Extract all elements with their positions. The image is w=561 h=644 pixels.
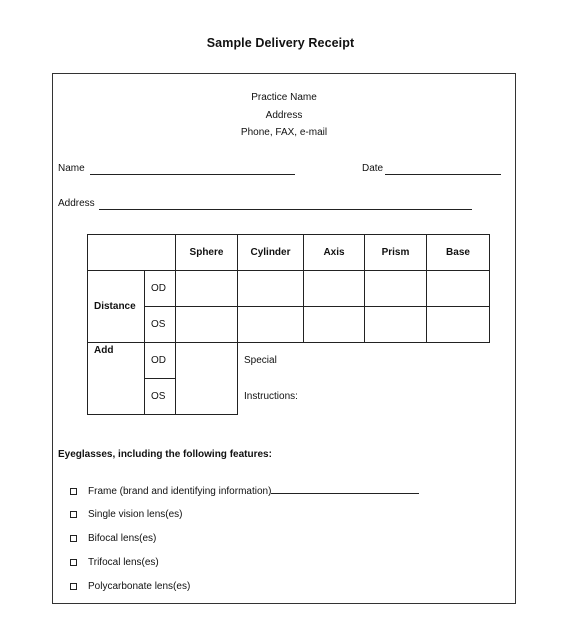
page-title: Sample Delivery Receipt bbox=[206, 36, 355, 50]
checkbox[interactable] bbox=[70, 535, 77, 542]
add-value-cell[interactable] bbox=[176, 343, 238, 415]
date-label: Date bbox=[362, 163, 384, 174]
table-row bbox=[88, 271, 490, 307]
feature-label: Bifocal lens(es) bbox=[88, 533, 157, 544]
instructions-label: Instructions: bbox=[244, 391, 298, 402]
column-header-cylinder: Cylinder bbox=[238, 235, 304, 271]
address-field-line[interactable] bbox=[99, 209, 472, 210]
name-field-line[interactable] bbox=[90, 174, 295, 175]
list-item bbox=[70, 533, 156, 544]
list-item bbox=[70, 485, 419, 497]
eyeglasses-heading: Eyeglasses, including the following features: bbox=[58, 449, 272, 460]
list-item bbox=[70, 581, 190, 592]
eye-os-label: OS bbox=[145, 307, 176, 343]
distance-od-cylinder-cell[interactable] bbox=[238, 271, 304, 307]
checkbox[interactable] bbox=[70, 488, 77, 495]
column-header-prism: Prism bbox=[365, 235, 427, 271]
list-item bbox=[70, 557, 159, 568]
column-header-base: Base bbox=[427, 235, 490, 271]
table-row bbox=[88, 343, 490, 379]
feature-label: Polycarbonate lens(es) bbox=[88, 581, 191, 592]
table-row bbox=[88, 307, 490, 343]
eye-od-label: OD bbox=[145, 343, 176, 379]
checkbox[interactable] bbox=[70, 583, 77, 590]
table-row bbox=[88, 379, 490, 415]
table-header-row bbox=[88, 235, 490, 271]
prescription-table bbox=[87, 234, 490, 415]
feature-label: Single vision lens(es) bbox=[88, 509, 183, 520]
distance-os-sphere-cell[interactable] bbox=[176, 307, 238, 343]
checkbox[interactable] bbox=[70, 511, 77, 518]
column-header-sphere: Sphere bbox=[176, 235, 238, 271]
distance-od-prism-cell[interactable] bbox=[365, 271, 427, 307]
header-blank-cell bbox=[88, 235, 176, 271]
checkbox[interactable] bbox=[70, 559, 77, 566]
distance-os-cylinder-cell[interactable] bbox=[238, 307, 304, 343]
practice-name: Practice Name bbox=[251, 92, 317, 103]
distance-os-prism-cell[interactable] bbox=[365, 307, 427, 343]
add-row-label: Add bbox=[88, 343, 145, 415]
address-label: Address bbox=[58, 198, 95, 209]
practice-contact: Phone, FAX, e-mail bbox=[240, 127, 328, 138]
practice-address: Address bbox=[265, 110, 303, 121]
column-header-axis: Axis bbox=[304, 235, 365, 271]
distance-od-axis-cell[interactable] bbox=[304, 271, 365, 307]
feature-label: Trifocal lens(es) bbox=[88, 557, 159, 568]
special-label: Special bbox=[244, 355, 277, 367]
distance-od-sphere-cell[interactable] bbox=[176, 271, 238, 307]
distance-os-base-cell[interactable] bbox=[427, 307, 490, 343]
list-item bbox=[70, 509, 183, 520]
distance-os-axis-cell[interactable] bbox=[304, 307, 365, 343]
name-label: Name bbox=[58, 163, 85, 174]
eye-os-label: OS bbox=[145, 379, 176, 415]
date-field-line[interactable] bbox=[385, 174, 501, 175]
distance-od-base-cell[interactable] bbox=[427, 271, 490, 307]
feature-label: Frame (brand and identifying information) bbox=[88, 486, 272, 497]
frame-info-line[interactable] bbox=[271, 485, 419, 494]
eye-od-label: OD bbox=[145, 271, 176, 307]
distance-row-label: Distance bbox=[88, 271, 145, 343]
